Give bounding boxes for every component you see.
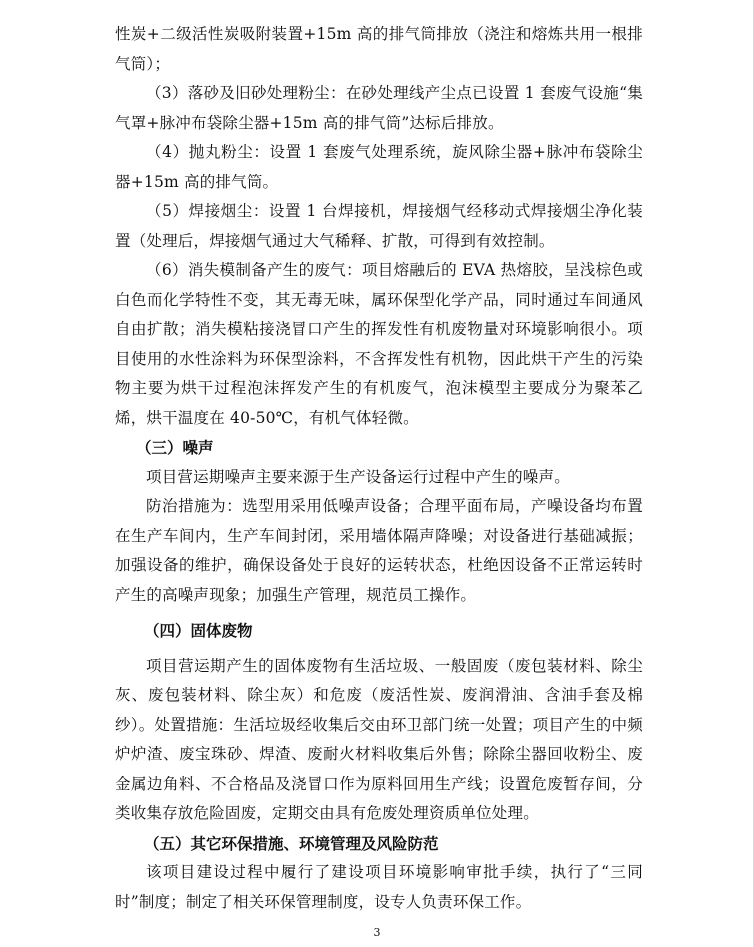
paragraph-lost-foam-gas: （6）消失模制备产生的废气：项目熔融后的 EVA 热熔胶，呈浅棕色或白色而化学特性不变，其无毒无味，属环保型化学产品，同时通过车间通风自由扩散；消失模粘接浇冒口产生的挥发性有机废物量对环境影响很小。项目使用的水性涂料为环保型涂料，不含挥发性有机物，因此烘干产生的污染物主要为烘干过程泡沫挥发产生的有机废气，泡沫模型主要成分为聚苯乙烯，烘干温度在 40-50℃，有机气体轻微。 [115,261,643,427]
heading-noise: （三）噪声 [136,438,214,457]
paragraph-exhaust-cont: 性炭+二级活性炭吸附装置+15m 高的排气筒排放（浇注和熔炼共用一根排气筒）； [115,25,643,73]
document-body [115,20,643,917]
paragraph-noise-measures: 防治措施为：选型用采用低噪声设备；合理平面布局，产噪设备均布置在生产车间内，生产车间封闭，采用墙体隔声降噪；对设备进行基础减振；加强设备的维护，确保设备处于良好的运转状态，杜绝因设备不正常运转时产生的高噪声现象；加强生产管理，规范员工操作。 [115,497,643,604]
paragraph-shot-blast-dust: （4）抛丸粉尘：设置 1 套废气处理系统，旋风除尘器+脉冲布袋除尘器+15m 高的排气筒。 [115,143,643,191]
paragraph-sand-dust: （3）落砂及旧砂处理粉尘：在砂处理线产尘点已设置 1 套废气设施“集气罩+脉冲布袋除尘器+15m 高的排气筒”达标后排放。 [115,84,643,132]
paragraph-solid-waste: 项目营运期产生的固体废物有生活垃圾、一般固废（废包装材料、除尘灰、废包装材料、除尘灰）和危废（废活性炭、废润滑油、含油手套及棉纱）。处置措施：生活垃圾经收集后交由环卫部门统一处置；项目产生的中频炉炉渣、废宝珠砂、焊渣、废耐火材料收集后外售；除除尘器回收粉尘、废金属边角料、不合格品及浇冒口作为原料回用生产线；设置危废暂存间，分类收集存放危险固废，定期交由具有危废处理资质单位处理。 [115,656,643,822]
paragraph-noise-source: 项目营运期噪声主要来源于生产设备运行过程中产生的噪声。 [146,467,570,486]
heading-other-measures: （五）其它环保措施、环境管理及风险防范 [144,833,439,853]
paragraph-welding-fume: （5）焊接烟尘：设置 1 台焊接机，焊接烟气经移动式焊接烟尘净化装置（处理后，焊接烟气通过大气稀释、扩散，可得到有效控制。 [115,202,643,250]
heading-solid-waste: （四）固体废物 [144,621,253,640]
page-number: 3 [373,926,381,939]
paragraph-other-measures: 该项目建设过程中履行了建设项目环境影响审批手续，执行了“三同时”制度；制定了相关环保管理制度，设专人负责环保工作。 [115,863,643,911]
